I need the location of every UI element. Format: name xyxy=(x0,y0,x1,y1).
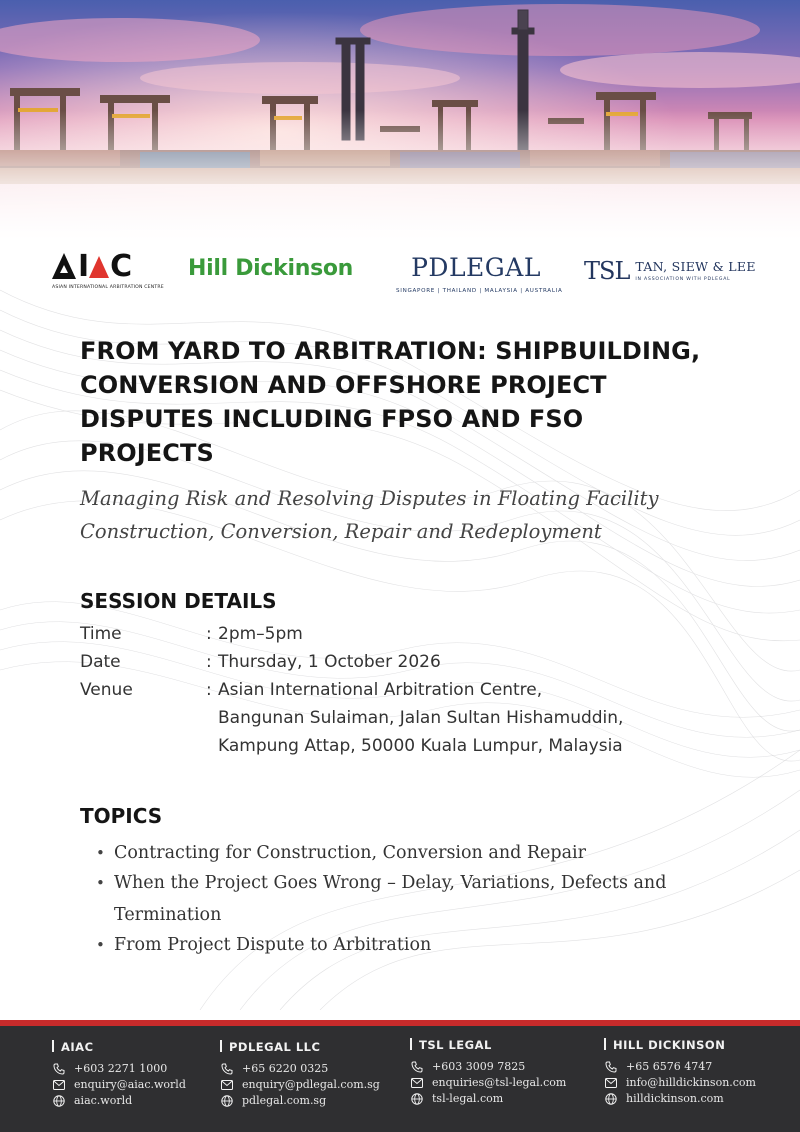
phone-icon xyxy=(220,1062,234,1076)
contact-phone[interactable]: +65 6576 4747 xyxy=(626,1060,713,1073)
divider-bar xyxy=(410,1038,412,1050)
venue-label: Venue xyxy=(80,680,133,700)
tsl-logo-name: TAN, SIEW & LEE xyxy=(635,259,756,274)
tsl-logo-association: IN ASSOCIATION WITH PDLEGAL xyxy=(635,277,731,282)
shipyard-cranes-image xyxy=(0,0,800,240)
contact-website[interactable]: pdlegal.com.sg xyxy=(242,1094,327,1107)
event-subtitle: Managing Risk and Resolving Disputes in Floating Facility Construction, Conversion, Repair and Redeployment xyxy=(80,487,659,543)
date-colon: : xyxy=(206,652,212,672)
contact-name: HILL DICKINSON xyxy=(613,1038,726,1052)
hero-banner xyxy=(0,0,800,240)
venue-line: Asian International Arbitration Centre, xyxy=(218,680,543,700)
mail-icon xyxy=(410,1076,424,1090)
contact-website[interactable]: hilldickinson.com xyxy=(626,1092,724,1105)
time-colon: : xyxy=(206,624,212,644)
contact-name: PDLEGAL LLC xyxy=(229,1040,321,1054)
aiac-logo-subtitle: ASIAN INTERNATIONAL ARBITRATION CENTRE xyxy=(52,285,164,290)
event-title: FROM YARD TO ARBITRATION: SHIPBUILDING, CONVERSION AND OFFSHORE PROJECT DISPUTES INCLUDING FPSO AND FSO PROJECTS xyxy=(80,337,701,467)
globe-icon xyxy=(52,1094,66,1108)
venue-value xyxy=(218,676,740,760)
date-label: Date xyxy=(80,652,121,672)
phone-icon xyxy=(604,1060,618,1074)
contact-phone[interactable]: +603 2271 1000 xyxy=(74,1062,168,1075)
venue-colon: : xyxy=(206,680,212,700)
aiac-logo-mark: I C xyxy=(52,250,144,282)
contact-footer xyxy=(0,1020,800,1132)
contact-phone[interactable]: +603 3009 7825 xyxy=(432,1060,526,1073)
contact-name: TSL LEGAL xyxy=(419,1038,492,1052)
mail-icon xyxy=(52,1078,66,1092)
globe-icon xyxy=(410,1092,424,1106)
partner-logos xyxy=(0,248,800,300)
tsl-logo-mark: TSL xyxy=(584,257,630,285)
globe-icon xyxy=(604,1092,618,1106)
contact-block-pdlegal xyxy=(220,1040,410,1109)
pdlegal-logo xyxy=(396,253,563,294)
aiac-a-shape xyxy=(52,253,76,279)
time-value: 2pm–5pm xyxy=(218,624,303,644)
hill-dickinson-logo: Hill Dickinson xyxy=(188,256,354,281)
contact-email[interactable]: info@hilldickinson.com xyxy=(626,1076,756,1089)
date-value: Thursday, 1 October 2026 xyxy=(218,652,441,672)
globe-icon xyxy=(220,1094,234,1108)
footer-accent-rule xyxy=(0,1020,800,1026)
tsl-logo xyxy=(584,258,764,284)
contact-block-hill-dickinson xyxy=(604,1038,794,1107)
divider-bar xyxy=(604,1038,606,1050)
contact-website[interactable]: aiac.world xyxy=(74,1094,133,1107)
time-row xyxy=(80,620,740,648)
mail-icon xyxy=(220,1078,234,1092)
contact-email[interactable]: enquiry@aiac.world xyxy=(74,1078,186,1091)
contact-email[interactable]: enquiry@pdlegal.com.sg xyxy=(242,1078,380,1091)
topic-item: • Contracting for Construction, Conversion and Repair xyxy=(96,837,736,869)
session-details-heading: SESSION DETAILS xyxy=(80,589,277,613)
date-row xyxy=(80,648,740,676)
pdlegal-logo-regions: SINGAPORE | THAILAND | MALAYSIA | AUSTRALIA xyxy=(396,288,563,294)
divider-bar xyxy=(52,1040,54,1052)
venue-line: Kampung Attap, 50000 Kuala Lumpur, Malaysia xyxy=(218,736,623,756)
phone-icon xyxy=(410,1060,424,1074)
contact-phone[interactable]: +65 6220 0325 xyxy=(242,1062,329,1075)
topic-item: • When the Project Goes Wrong – Delay, Variations, Defects and Termination xyxy=(96,867,736,931)
aiac-red-a-shape xyxy=(89,256,109,278)
mail-icon xyxy=(604,1076,618,1090)
contact-block-tsl xyxy=(410,1038,600,1107)
venue-line: Bangunan Sulaiman, Jalan Sultan Hishamuddin, xyxy=(218,708,624,728)
phone-icon xyxy=(52,1062,66,1076)
topics-list xyxy=(96,837,736,959)
time-label: Time xyxy=(80,624,122,644)
contact-name: AIAC xyxy=(61,1040,94,1054)
contact-email[interactable]: enquiries@tsl-legal.com xyxy=(432,1076,567,1089)
topics-heading: TOPICS xyxy=(80,804,163,828)
topic-item: • From Project Dispute to Arbitration xyxy=(96,929,736,961)
contact-website[interactable]: tsl-legal.com xyxy=(432,1092,504,1105)
venue-row xyxy=(80,676,740,760)
aiac-logo xyxy=(52,249,164,296)
contact-block-aiac xyxy=(52,1040,242,1109)
session-details xyxy=(80,620,740,760)
divider-bar xyxy=(220,1040,222,1052)
pdlegal-logo-wordmark: PDLEGAL xyxy=(411,253,541,282)
